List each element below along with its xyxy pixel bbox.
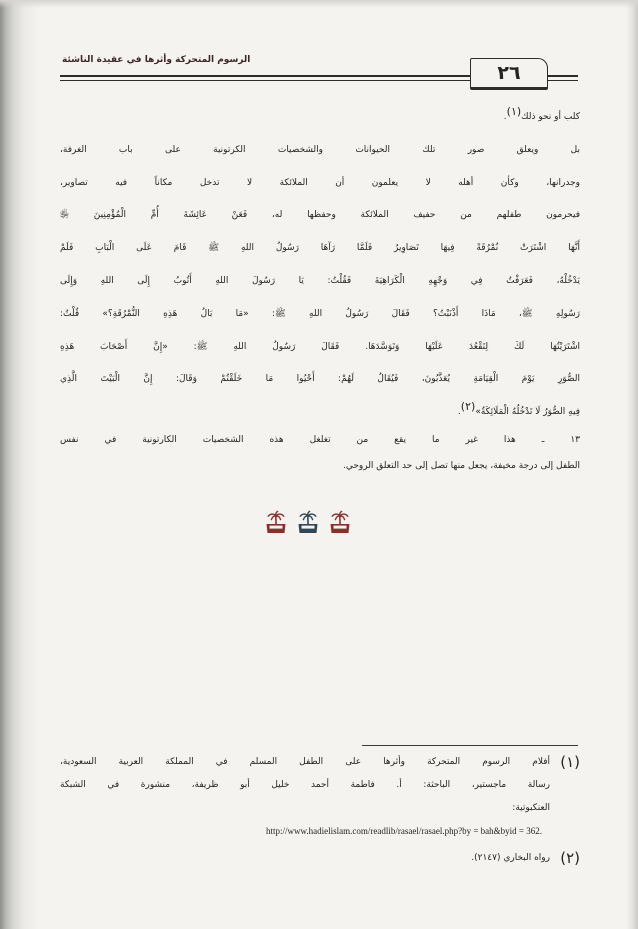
body-line-5: أَنَّهَا اشْتَرَتْ نُمْرُقَةً فِيهَا تَصَاوِيرُ فَلَمَّا رَآهَا رَسُولُ اللهِ ﷺ قَامَ عَلَى الْبَابِ فَلَمْ: [60, 243, 580, 254]
body-line-text: كلب أو نحو ذلك: [521, 112, 580, 122]
body-line-text: فِيهِ الصُّوَرُ لَا تَدْخُلُهُ الْمَلَائِكَةُ»: [475, 407, 580, 418]
body-line-2: بل ويعلق صور تلك الحيوانات والشخصيات الكرتونية على باب الغرفة،: [60, 144, 580, 155]
paragraph-hadith: [60, 101, 580, 429]
body-line-4: فيحرمون طفلهم من حفيف الملائكة وحفظها له، فَعَنْ عَائِشَةَ أُمِّ الْمُؤْمِنِينَ ﵂: [60, 210, 580, 221]
footnotes: [60, 751, 580, 870]
footnote-2: [60, 847, 580, 870]
footnote-1: [60, 751, 580, 843]
body-line-10: [60, 396, 580, 429]
footnote-line: أفلام الرسوم المتحركة وأثرها على الطفل المسلم في المملكة العربية السعودية،: [60, 757, 550, 767]
page-number: ٢٦: [497, 62, 521, 84]
body-line-11: ١٣ ـ هذا غير ما يقع من تغلغل هذه الشخصيات الكارتونية في نفس: [60, 435, 580, 445]
body-line-3: وجدرانها، وكأن أهله لا يعلمون أن الملائكة لا تدخل مكاناً فيه تصاوير،: [60, 177, 580, 188]
footnote-ref-2: (٢): [460, 400, 476, 414]
footnote-line: رواه البخاري (٢١٤٧).: [471, 853, 550, 863]
footnote-number: (١): [560, 753, 580, 771]
footnote-body: [60, 847, 550, 870]
footnote-number: (٢): [560, 849, 580, 867]
footnote-body: [60, 751, 550, 843]
body-line-12: الطفل إلى درجة مخيفة، يجعل منها تصل إلى حد التعلق الروحي.: [342, 461, 580, 471]
palm-box-icon: [329, 510, 351, 534]
scan-edge-shade: [0, 0, 638, 8]
body-line-1: [60, 101, 580, 134]
line-tail-punctuation: .: [503, 112, 507, 122]
footnote-rule: [362, 745, 578, 746]
footnote-line: رسالة ماجستير، الباحثة: أ. فاطمة أحمد خليل أبو ظريفة، منشورة في الشبكة: [60, 780, 550, 790]
body-line-7: رَسُولِهِ ﷺ، مَاذَا أَذْنَبْتُ؟ فَقَالَ رَسُولُ اللهِ ﷺ: «مَا بَالُ هَذِهِ النُّمْرُقَةِ؟» قُلْتُ:: [60, 308, 580, 319]
body-line-9: الصُّوَرِ يَوْمَ الْقِيَامَةِ يُعَذَّبُونَ، فَيُقَالُ لَهُمْ: أَحْيُوا مَا خَلَقْتُمْ وَقَالَ: إِنَّ الْبَيْتَ الَّذِي: [60, 374, 580, 385]
footnote-ref-1: (١): [506, 105, 522, 118]
footnote-line: العنكبوتية:: [512, 803, 550, 813]
section-ornament: [265, 510, 351, 534]
palm-box-icon: [297, 510, 319, 534]
page-number-box: [470, 58, 548, 90]
body-line-8: اشْتَرَيْتُهَا لَكَ لِتَقْعُدَ عَلَيْهَا وَتَوَسَّدَهَا. فَقَالَ رَسُولُ اللهِ ﷺ: «إِنَّ أَصْحَابَ هَذِهِ: [60, 341, 580, 352]
line-tail-punctuation: .: [457, 407, 461, 418]
body-line-6: يَدْخُلْهُ، فَعَرَفْتُ فِي وَجْهِهِ الْكَرَاهِيَةَ فَقُلْتُ: يَا رَسُولَ اللهِ أَتُوبُ إِلَى اللهِ وَإِلَى: [60, 275, 580, 286]
footnote-url-link[interactable]: http://www.hadielislam.com/readlib/rasael/rasael.php?by = bah&byid = 362.: [266, 826, 542, 836]
paragraph-13: [60, 427, 580, 479]
running-head-title: الرسوم المتحركة وأثرها في عقيدة الناشئة: [62, 55, 251, 65]
palm-box-icon: [265, 510, 287, 534]
